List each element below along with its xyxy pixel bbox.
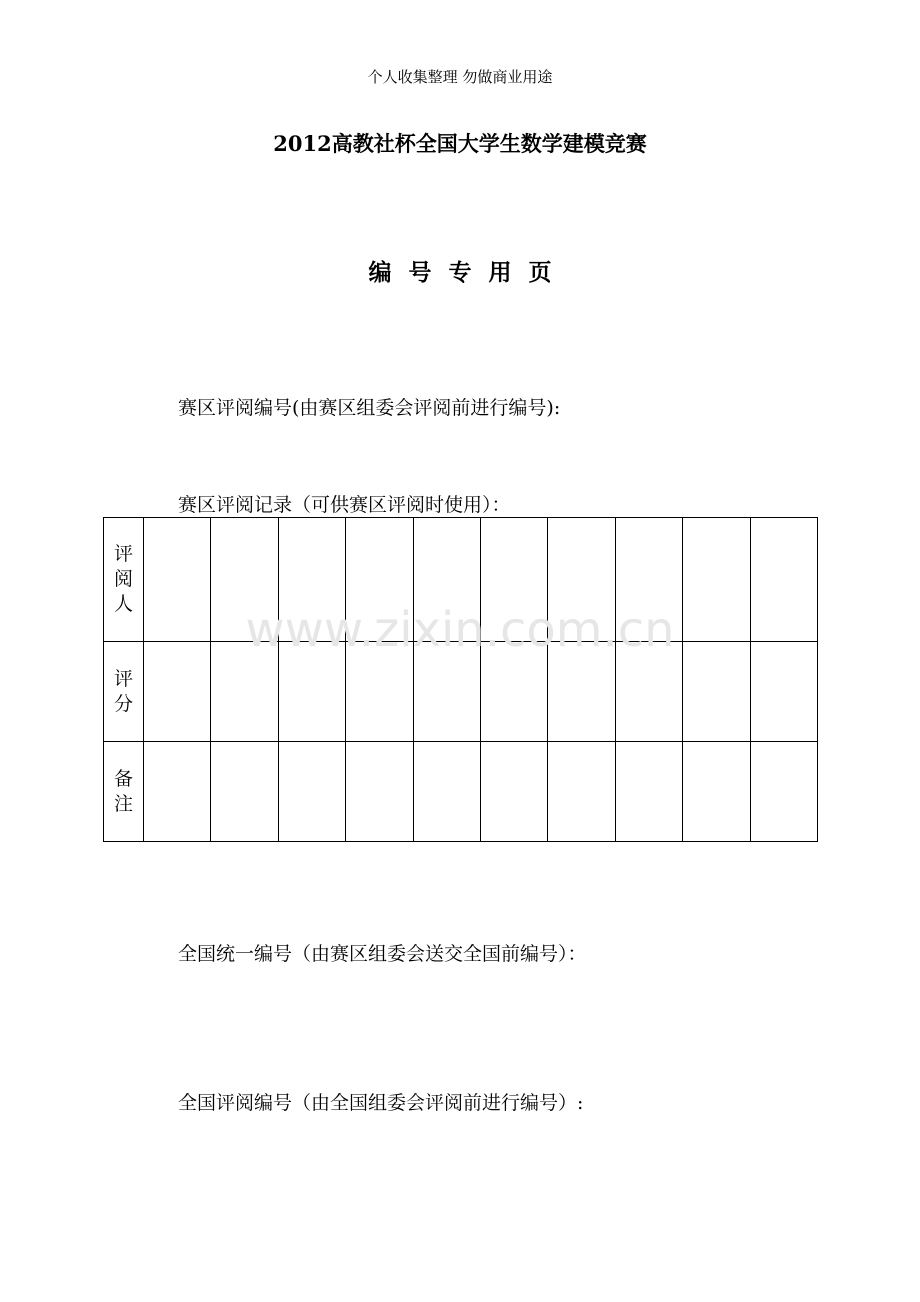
regional-review-number-label: 赛区评阅编号(由赛区组委会评阅前进行编号): bbox=[178, 397, 561, 419]
reviewer-cell[interactable] bbox=[683, 518, 750, 642]
reviewer-cell[interactable] bbox=[480, 518, 547, 642]
reviewer-cell[interactable] bbox=[346, 518, 413, 642]
score-cell[interactable] bbox=[346, 642, 413, 742]
reviewer-cell[interactable] bbox=[144, 518, 211, 642]
remarks-cell[interactable] bbox=[211, 742, 278, 842]
row-header-reviewer bbox=[104, 518, 144, 642]
watermark: www.zixin.com.cn bbox=[245, 602, 675, 658]
page-heading: 编号专用页 bbox=[368, 259, 569, 286]
header-note: 个人收集整理 勿做商业用途 bbox=[367, 68, 553, 86]
score-cell[interactable] bbox=[144, 642, 211, 742]
review-record-table bbox=[103, 517, 818, 842]
remarks-cell[interactable] bbox=[278, 742, 345, 842]
national-unified-number-label: 全国统一编号（由赛区组委会送交全国前编号）： bbox=[178, 943, 587, 965]
reviewer-cell[interactable] bbox=[413, 518, 480, 642]
row-header-char: 阅 bbox=[113, 568, 133, 590]
regional-review-record-label: 赛区评阅记录（可供赛区评阅时使用）： bbox=[178, 494, 511, 516]
document-title: 2012高教社杯全国大学生数学建模竞赛 bbox=[273, 131, 647, 156]
table-row-remarks bbox=[104, 742, 818, 842]
score-cell[interactable] bbox=[211, 642, 278, 742]
remarks-cell[interactable] bbox=[480, 742, 547, 842]
reviewer-cell[interactable] bbox=[615, 518, 682, 642]
reviewer-cell[interactable] bbox=[278, 518, 345, 642]
table-row-reviewer bbox=[104, 518, 818, 642]
row-header-char: 分 bbox=[113, 692, 133, 715]
score-cell[interactable] bbox=[750, 642, 817, 742]
reviewer-cell[interactable] bbox=[750, 518, 817, 642]
remarks-cell[interactable] bbox=[615, 742, 682, 842]
row-header-score bbox=[104, 642, 144, 742]
score-cell[interactable] bbox=[548, 642, 615, 742]
score-cell[interactable] bbox=[480, 642, 547, 742]
national-review-number-label: 全国评阅编号（由全国组委会评阅前进行编号）: bbox=[178, 1092, 584, 1114]
remarks-cell[interactable] bbox=[750, 742, 817, 842]
score-cell[interactable] bbox=[413, 642, 480, 742]
score-cell[interactable] bbox=[683, 642, 750, 742]
row-header-char: 注 bbox=[113, 792, 133, 815]
remarks-cell[interactable] bbox=[548, 742, 615, 842]
reviewer-cell[interactable] bbox=[548, 518, 615, 642]
row-header-char: 备 bbox=[113, 767, 133, 790]
reviewer-cell[interactable] bbox=[211, 518, 278, 642]
remarks-cell[interactable] bbox=[144, 742, 211, 842]
remarks-cell[interactable] bbox=[413, 742, 480, 842]
score-cell[interactable] bbox=[615, 642, 682, 742]
row-header-char: 评 bbox=[113, 667, 133, 690]
row-header-char: 评 bbox=[113, 543, 133, 565]
table-row-score bbox=[104, 642, 818, 742]
remarks-cell[interactable] bbox=[683, 742, 750, 842]
remarks-cell[interactable] bbox=[346, 742, 413, 842]
row-header-remarks bbox=[104, 742, 144, 842]
score-cell[interactable] bbox=[278, 642, 345, 742]
row-header-char: 人 bbox=[113, 593, 133, 615]
